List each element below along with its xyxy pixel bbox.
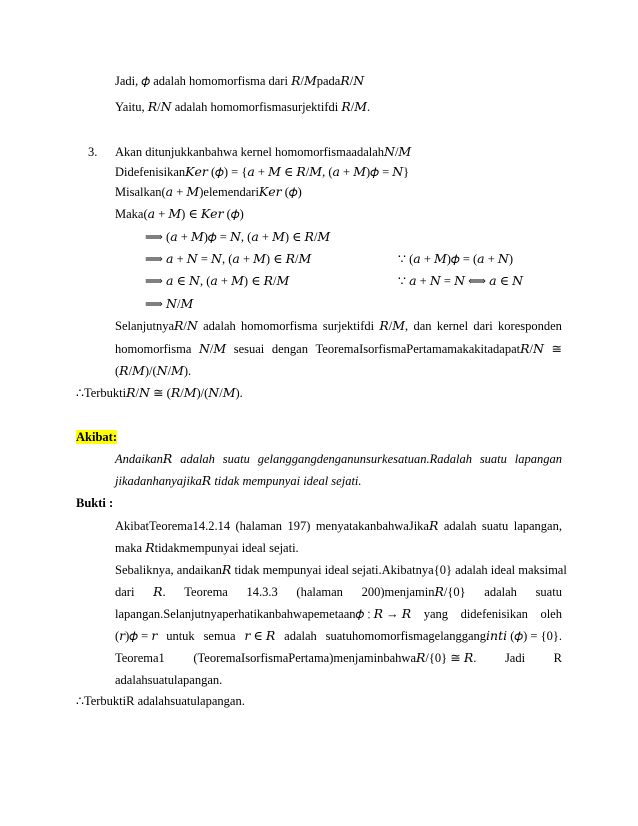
text-line-yaitu: Yaitu, 𝑅/𝑁 adalah homomorfismasurjektifdi 𝑅/𝑀. [115, 100, 371, 114]
paragraph-line: (𝑅/𝑀)/(𝑁/𝑀). [115, 364, 192, 378]
section-heading-bukti: Bukti : [76, 496, 114, 510]
kernel-then: Maka(𝑎 + 𝑀) ∈ 𝐾𝑒𝑟 (𝜙) [115, 207, 244, 221]
paragraph-line: Selanjutnya𝑅/𝑁 adalah homomorfisma surjektifdi 𝑅/𝑀, dan kernel dari koresponden [115, 319, 562, 333]
bukti-line: maka 𝑅tidakmempunyai ideal sejati. [115, 541, 299, 555]
kernel-element-assumption: Misalkan(𝑎 + 𝑀)elemendari𝐾𝑒𝑟 (𝜙) [115, 185, 302, 199]
section-heading-akibat: Akibat: [76, 430, 117, 444]
bukti-line: Sebaliknya, andaikan𝑅 tidak mempunyai ideal sejati.Akibatnya{0} adalah ideal maksimal [115, 563, 567, 577]
proof-step-2-left: ⟹ 𝑎 + 𝑁 = 𝑁, (𝑎 + 𝑀) ∈ 𝑅/𝑀 [145, 252, 312, 266]
bukti-line: Teorema1 (TeoremaIsorfismaPertama)menjaminbahwa𝑅/{0} ≅ 𝑅. Jadi R [115, 651, 562, 665]
akibat-line: Andaikan𝑅 adalah suatu gelanggangdenganunsurkesatuan.Radalah suatu lapangan [115, 452, 562, 466]
proof-step-1-left: ⟹ (𝑎 + 𝑀)𝜙 = 𝑁, (𝑎 + 𝑀) ∈ 𝑅/𝑀 [145, 230, 331, 244]
item3-statement: Akan ditunjukkanbahwa kernel homomorfismaadalah𝑁/𝑀 [115, 145, 412, 159]
proof-step-2-reason: ∵ (𝑎 + 𝑀)𝜙 = (𝑎 + 𝑁) [398, 252, 514, 266]
proof-step-3-left: ⟹ 𝑎 ∈ 𝑁, (𝑎 + 𝑀) ∈ 𝑅/𝑀 [145, 274, 290, 288]
list-number-3: 3. [88, 145, 98, 159]
proof-step-4-left: ⟹ 𝑁/𝑀 [145, 297, 194, 311]
bukti-line: adalahsuatulapangan. [115, 673, 223, 687]
kernel-definition: Didefenisikan𝐾𝑒𝑟 (𝜙) = {𝑎 + 𝑀 ∈ 𝑅/𝑀, (𝑎 + 𝑀)𝜙 = 𝑁} [115, 165, 410, 179]
bukti-line: AkibatTeorema14.2.14 (halaman 197) menyatakanbahwaJika𝑅 adalah suatu lapangan, [115, 519, 562, 533]
paragraph-line: homomorfisma 𝑁/𝑀 sesuai dengan TeoremaIsorfismaPertamamakakitadapat𝑅/𝑁 ≅ [115, 342, 562, 356]
bukti-line: dari 𝑅. Teorema 14.3.3 (halaman 200)menjamin𝑅/{0} adalah suatu [115, 585, 562, 599]
text-line-jadi: Jadi, 𝜙 adalah homomorfisma dari 𝑅/𝑀pada𝑅/𝑁 [115, 74, 365, 88]
akibat-line: jikadanhanyajika𝑅 tidak mempunyai ideal sejati. [115, 474, 362, 488]
item3-conclusion: ∴Terbukti𝑅/𝑁 ≅ (𝑅/𝑀)/(𝑁/𝑀). [76, 386, 243, 400]
bukti-conclusion: ∴TerbuktiR adalahsuatulapangan. [76, 694, 245, 708]
bukti-line: (𝑟)𝜙 = 𝑟 untuk semua 𝑟 ∈ 𝑅 adalah suatuhomomorfismagelanggang𝑖𝑛𝑡𝑖 (𝜙) = {0}. [115, 629, 562, 643]
bukti-line: lapangan.Selanjutnyaperhatikanbahwapemetaan𝜙 ∶ 𝑅 → 𝑅 yang didefenisikan oleh [115, 607, 562, 621]
proof-step-3-reason: ∵ 𝑎 + 𝑁 = 𝑁 ⟺ 𝑎 ∈ 𝑁 [398, 274, 524, 288]
